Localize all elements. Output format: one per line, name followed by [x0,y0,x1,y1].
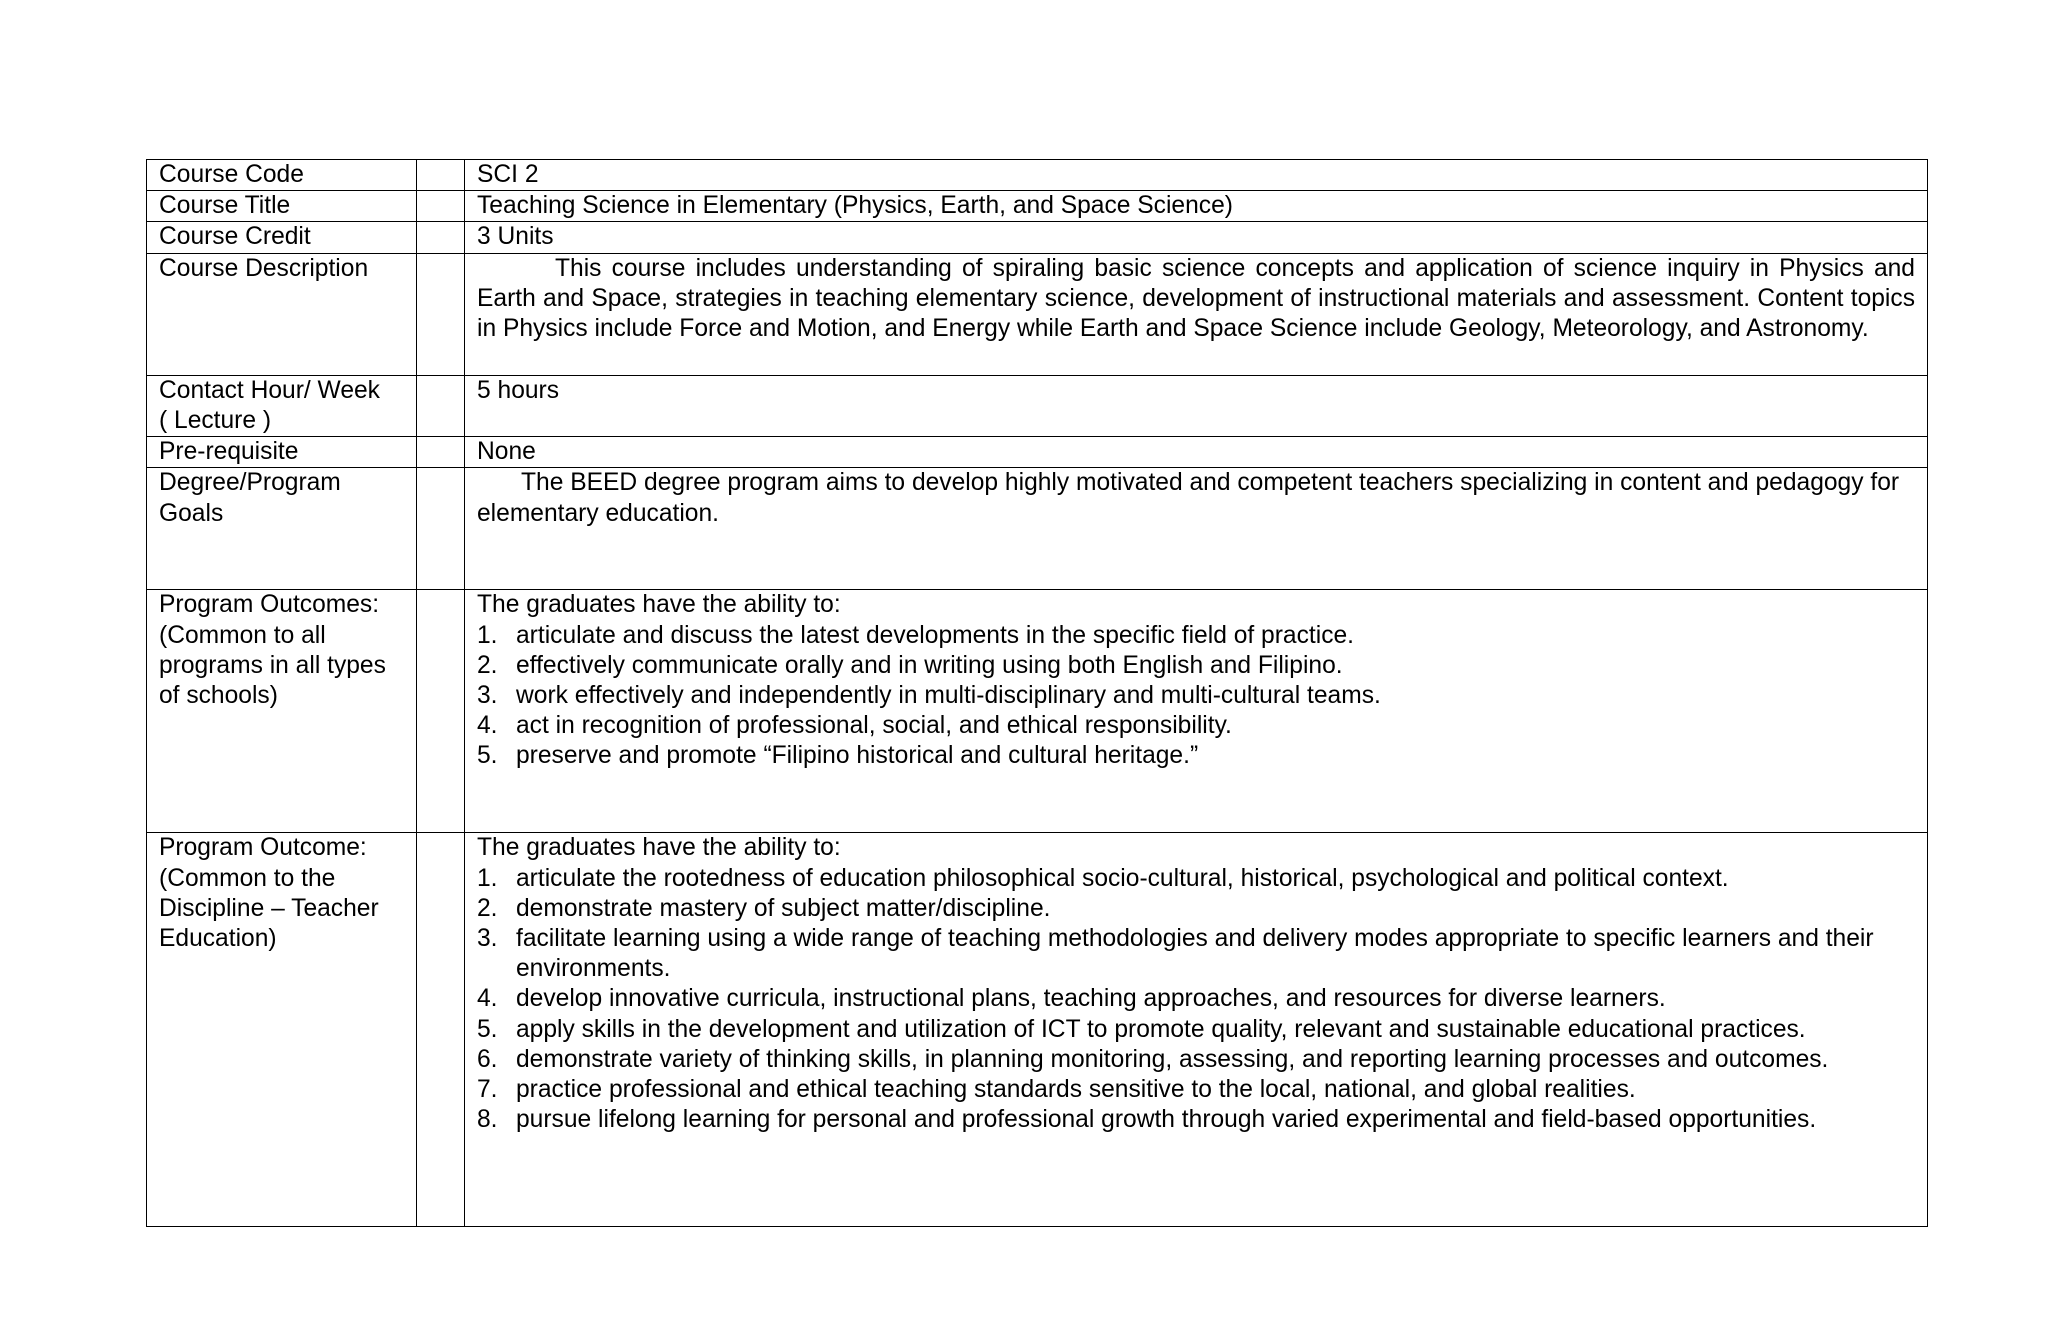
contact-hours-label-line: ( Lecture ) [159,406,272,434]
list-item [477,741,1915,771]
spacer-cell [417,437,465,468]
list-item [477,864,1915,894]
list-number: 4. [477,985,498,1013]
spacer-cell [417,375,465,437]
course-syllabus-table [146,159,1928,1227]
list-item-text: articulate and discuss the latest developments in the specific field of practice. [516,621,1355,649]
program-outcomes-content [465,590,1928,833]
discipline-outcomes-intro: The graduates have the ability to: [477,834,841,862]
list-number: 3. [477,681,498,709]
course-title-value: Teaching Science in Elementary (Physics, Earth, and Space Science) [465,191,1928,222]
list-item-text: develop innovative curricula, instructional plans, teaching approaches, and resources for diverse learners. [516,985,1666,1013]
course-code-label: Course Code [147,160,417,191]
list-item [477,711,1915,741]
row-program-goals [147,468,1928,590]
list-item [477,1105,1915,1135]
contact-hours-label-line: Contact Hour/ Week [159,376,380,404]
discipline-outcomes-label-line: Discipline – Teacher [159,894,379,922]
list-item-text: facilitate learning using a wide range of teaching methodologies and delivery modes appropriate to specific learners and their environments. [516,924,1874,983]
prerequisite-value: None [465,437,1928,468]
discipline-outcomes-label [147,833,417,1227]
course-description-label: Course Description [147,253,417,375]
list-item-text: act in recognition of professional, social, and ethical responsibility. [516,712,1232,740]
course-description-value: This course includes understanding of spiraling basic science concepts and application of science inquiry in Physics and Earth and Space, strategies in teaching elementary science, development of instructional materials and assessment. Content topics in Physics include Force and Motion, and Energy while Earth and Space Science include Geology, Meteorology, and Astronomy. [465,253,1928,375]
list-number: 8. [477,1106,498,1134]
row-prerequisite [147,437,1928,468]
list-item-text: apply skills in the development and utilization of ICT to promote quality, relevant and sustainable educational practices. [516,1015,1806,1043]
list-number: 5. [477,742,498,770]
program-outcomes-label-line: (Common to all [159,621,326,649]
list-number: 1. [477,621,498,649]
list-item [477,1075,1915,1105]
spacer-cell [417,590,465,833]
list-item-text: demonstrate variety of thinking skills, in planning monitoring, assessing, and reporting learning processes and outcomes. [516,1045,1829,1073]
discipline-outcomes-label-line: Education) [159,924,277,952]
list-number: 7. [477,1075,498,1103]
row-program-outcomes [147,590,1928,833]
row-discipline-outcomes [147,833,1928,1227]
program-goals-label-line: Degree/Program [159,469,341,497]
discipline-outcomes-label-line: (Common to the [159,864,336,892]
discipline-outcomes-label-line: Program Outcome: [159,834,367,862]
list-item [477,651,1915,681]
spacer-cell [417,191,465,222]
row-contact-hours [147,375,1928,437]
spacer-cell [417,833,465,1227]
spacer-cell [417,222,465,253]
list-item [477,681,1915,711]
row-course-code [147,160,1928,191]
program-outcomes-label-line: programs in all types [159,651,386,679]
program-goals-label [147,468,417,590]
row-course-description [147,253,1928,375]
list-item-text: practice professional and ethical teaching standards sensitive to the local, national, and global realities. [516,1075,1636,1103]
course-credit-label: Course Credit [147,222,417,253]
program-goals-label-line: Goals [159,499,224,527]
list-item [477,894,1915,924]
list-item-text: effectively communicate orally and in writing using both English and Filipino. [516,651,1343,679]
program-outcomes-label-line: of schools) [159,681,278,709]
course-title-label: Course Title [147,191,417,222]
list-item-text: pursue lifelong learning for personal and professional growth through varied experimental and field-based opportunities. [516,1106,1817,1134]
course-code-value: SCI 2 [465,160,1928,191]
prerequisite-label: Pre-requisite [147,437,417,468]
list-item [477,1015,1915,1045]
spacer-cell [417,253,465,375]
program-outcomes-list [477,621,1915,772]
row-course-credit [147,222,1928,253]
list-number: 2. [477,894,498,922]
program-goals-value: The BEED degree program aims to develop highly motivated and competent teachers specializing in content and pedagogy for elementary education. [465,468,1928,590]
course-credit-value: 3 Units [465,222,1928,253]
list-item-text: work effectively and independently in multi-disciplinary and multi-cultural teams. [516,681,1381,709]
program-outcomes-intro: The graduates have the ability to: [477,591,841,619]
list-item-text: preserve and promote “Filipino historical and cultural heritage.” [516,742,1199,770]
program-outcomes-label [147,590,417,833]
list-number: 2. [477,651,498,679]
discipline-outcomes-list [477,864,1915,1136]
contact-hours-value: 5 hours [465,375,1928,437]
discipline-outcomes-content [465,833,1928,1227]
list-number: 3. [477,924,498,952]
contact-hours-label [147,375,417,437]
list-number: 1. [477,864,498,892]
list-item-text: demonstrate mastery of subject matter/discipline. [516,894,1051,922]
list-item [477,924,1915,984]
row-course-title [147,191,1928,222]
list-item [477,1045,1915,1075]
program-outcomes-label-line: Program Outcomes: [159,591,380,619]
list-number: 4. [477,712,498,740]
list-item [477,984,1915,1014]
list-item [477,621,1915,651]
list-number: 6. [477,1045,498,1073]
list-item-text: articulate the rootedness of education philosophical socio-cultural, historical, psychological and political context. [516,864,1729,892]
list-number: 5. [477,1015,498,1043]
spacer-cell [417,468,465,590]
spacer-cell [417,160,465,191]
